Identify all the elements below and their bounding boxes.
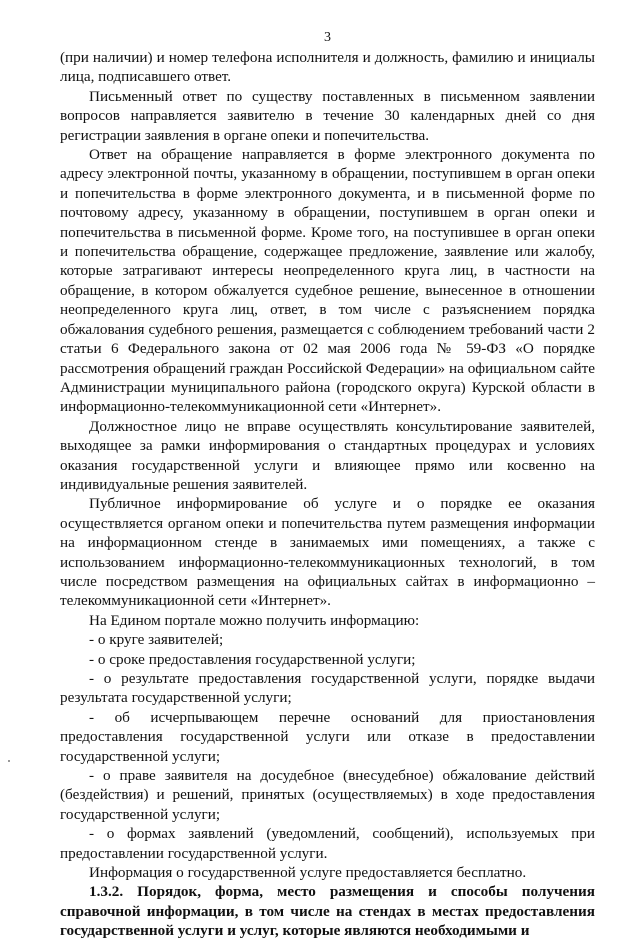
paragraph-answer-delivery: Ответ на обращение направляется в форме электронного документа по адресу электронной почты, указанному в обращении, поступившем в орган опеки и попечительства в форме электронного документа, и в письменной форме по почтовому адресу, указанному в обращении, поступившем в орган опеки и попечительства в письменной форме. Кроме того, на поступившее в орган опеки и попечительства обращение, содержащее предложение, заявление или жалобу, которые затрагивают интересы неопределенного круга лиц, в частности на обращение, в котором обжалуется судебное решение, вынесенное в отношении неопределенного круга лиц, ответ, в том числе с разъяснением порядка обжалования судебного решения, размещается с соблюдением требований части 2 статьи 6 Федерального закона от 02 мая 2006 года № 59-ФЗ «О порядке рассмотрения обращений граждан Российской Федерации» на официальном сайте Администрации муниципального района (городского округа) Курской области в информационно-телекоммуникационной сети «Интернет». <box>60 146 595 416</box>
list-item: - о формах заявлений (уведомлений, сообщений), используемых при предоставлении государственной услуги. <box>60 825 595 862</box>
paragraph-continuation: (при наличии) и номер телефона исполнителя и должность, фамилию и инициалы лица, подписавшего ответ. <box>60 49 595 86</box>
list-item: - о результате предоставления государственной услуги, порядке выдачи результата государственной услуги; <box>60 670 595 707</box>
page-number: 3 <box>324 30 331 45</box>
list-item: - об исчерпывающем перечне оснований для приостановления предоставления государственной услуги или отказе в предоставлении государственной услуги; <box>60 708 595 765</box>
list-item: - о праве заявителя на досудебное (внесудебное) обжалование действий (бездействия) и решений, принятых (осуществляемых) в ходе предоставления государственной услуги; <box>60 767 595 823</box>
paragraph-official-restriction: Должностное лицо не вправе осуществлять консультирование заявителей, выходящее за рамки информирования о стандартных процедурах и условиях оказания государственной услуги и влияющее прямо или косвенно на индивидуальные решения заявителей. <box>60 417 595 493</box>
list-item: - о сроке предоставления государственной услуги; <box>89 650 416 668</box>
list-item: - о круге заявителей; <box>89 631 224 649</box>
paragraph-portal-intro: На Едином портале можно получить информацию: <box>89 611 420 629</box>
paragraph-written-answer: Письменный ответ по существу поставленных в письменном заявлении вопросов направляется заявителю в течение 30 календарных дней со дня регистрации заявления в органе опеки и попечительства. <box>60 87 595 144</box>
paragraph-free-of-charge: Информация о государственной услуге предоставляется бесплатно. <box>89 864 527 882</box>
document-page <box>60 30 595 941</box>
paragraph-public-informing: Публичное информирование об услуге и о порядке ее оказания осуществляется органом опеки и попечительства путем размещения информации на информационном стенде в занимаемых ими помещениях, а также с использованием информационно-телекоммуникационных технологий, в том числе посредством размещения на официальных сайтах в информационно – телекоммуникационной сети «Интернет». <box>60 495 595 610</box>
scan-speck <box>8 760 10 762</box>
section-heading-1-3-2: 1.3.2. Порядок, форма, место размещения и способы получения справочной информации, в том числе на стендах в местах предоставления государственной услуги и услуг, которые являются необходимыми и <box>60 883 595 940</box>
